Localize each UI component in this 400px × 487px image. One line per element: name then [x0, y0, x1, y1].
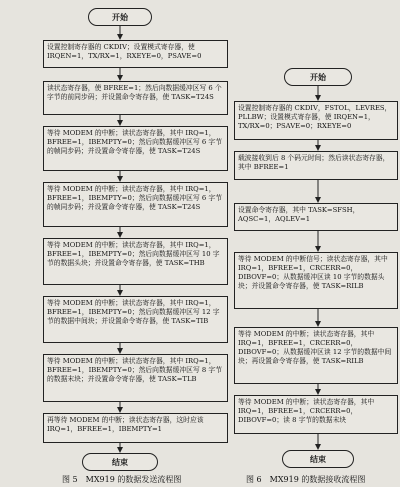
right-step-2: 载波接收到后 8 个码元时间；然后读状态寄存器，其中 BFREE=1: [234, 151, 398, 180]
left-step-3: 等待 MODEM 的中断；读状态寄存器，其中 IRQ=1，BFREE=1，IBEMPTY=0；然后向数据缓冲区写 6 字节的帧同步码；并设置命令寄存器，使 TASK=T24S: [43, 126, 228, 171]
left-step-7: 等待 MODEM 的中断；读状态寄存器，其中 IRQ=1，BFREE=1，IBEMPTY=0；然后向数据缓冲区写 8 字节的数据末块；并设置命令寄存器，使 TASK=TLB: [43, 354, 228, 402]
right-step-5: 等待 MODEM 的中断；读状态寄存器，其中 IRQ=1，BFREE=1，CRCERR=0，DIBOVF=0；从数据缓冲区读 12 字节的数据中间块；再设置命令寄存器，使 TASK=RILB: [234, 327, 398, 384]
right-step-4: 等待 MODEM 的中断信号；读状态寄存器，其中 IRQ=1，BFREE=1，CRCERR=0，DIBOVF=0；从数据缓冲区读 10 字节的数据头块；并设置命令寄存器，使 TASK=RILB: [234, 252, 398, 309]
left-step-6: 等待 MODEM 的中断；读状态寄存器，其中 IRQ=1，BFREE=1，IBEMPTY=0；然后向数据缓冲区写 12 字节的数据中间块；并设置命令寄存器，使 TASK=TIB: [43, 296, 228, 343]
right-step-3: 设置命令寄存器，其中 TASK=SFSH，AQSC=1，AQLEV=1: [234, 203, 398, 231]
left-step-4: 等待 MODEM 的中断；读状态寄存器，其中 IRQ=1，BFREE=1，IBEMPTY=0；然后向数据缓冲区写 6 字节的帧同步码；并设置命令寄存器，使 TASK=T24S: [43, 182, 228, 227]
left-step-1: 设置控制寄存器的 CKDIV；设置模式寄存器，使 IRQEN=1，TX/RX=1，RXEYE=0，PSAVE=0: [43, 40, 228, 68]
right-figure-caption: 图 6 MX919 的数据接收流程图: [246, 475, 366, 484]
right-start-terminal: 开始: [284, 68, 352, 86]
left-step-5: 等待 MODEM 的中断；读状态寄存器，其中 IRQ=1，BFREE=1，IBEMPTY=0；然后向数据缓冲区写 10 字节的数据头块；并设置命令寄存器，使 TASK=THB: [43, 238, 228, 285]
right-end-terminal: 结束: [282, 450, 354, 468]
left-figure-caption: 图 5 MX919 的数据发送流程图: [62, 475, 182, 484]
right-step-1: 设置控制寄存器的 CKDIV，FSTOL，LEVRES，PLLBW；设置模式寄存器，使 IRQEN=1，TX/RX=0；PSAVE=0；RXEYE=0: [234, 101, 398, 140]
left-start-terminal: 开始: [88, 8, 152, 26]
right-step-6: 等待 MODEM 的中断；读状态寄存器，其中 IRQ=1，BFREE=1，CRCERR=0，DIBOVF=0；读 8 字节的数据末块: [234, 395, 398, 434]
left-step-2: 读状态寄存器，使 BFREE=1；然后向数据缓冲区写 6 个字节的前同步码；并设置命令寄存器，使 TASK=T24S: [43, 81, 228, 115]
left-step-8: 再等待 MODEM 的中断；读状态寄存器，这时应该 IRQ=1，BFREE=1，IBEMPTY=1: [43, 413, 228, 443]
left-end-terminal: 结束: [82, 453, 158, 471]
